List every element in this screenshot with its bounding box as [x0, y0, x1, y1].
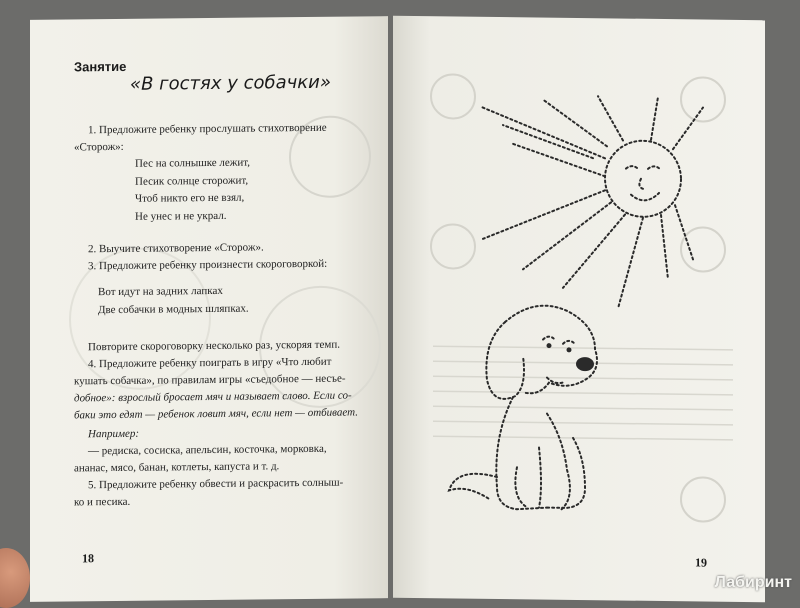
page-number-left: 18: [82, 551, 94, 566]
puppy-drawing: [393, 16, 765, 603]
item-5-line: ко и песика.: [74, 495, 131, 509]
item-4-line: баки это едят — ребенок ловит мяч, если нет — отбивает.: [74, 406, 358, 422]
example-line: — редиска, сосиска, апельсин, косточка, морковка,: [88, 442, 327, 458]
poem-line: Чтоб никто его не взял,: [135, 191, 245, 205]
item-4-line: кушать собачка», по правилам игры «съедобное — несъе-: [74, 372, 346, 388]
right-page: [393, 16, 765, 603]
poem-line: Песик солнце сторожит,: [135, 174, 249, 188]
tongue-twister-line: Вот идут на задних лапках: [98, 284, 223, 299]
item-2: 2. Выучите стихотворение «Сторож».: [88, 241, 264, 256]
page-number-right: 19: [695, 555, 707, 570]
repeat-instruction: Повторите скороговорку несколько раз, ускоряя темп.: [88, 338, 340, 354]
tongue-twister-line: Две собачки в модных шляпках.: [98, 302, 249, 317]
item-1-cont: «Сторож»:: [74, 140, 124, 154]
watermark-logo: Лабиринт: [714, 574, 792, 591]
example-line: ананас, мясо, банан, котлеты, капуста и т. д.: [74, 460, 280, 475]
lesson-label: Занятие: [74, 58, 127, 75]
thumb-holding-book: [0, 548, 30, 608]
page-title: «В гостях у собачки»: [130, 71, 331, 95]
item-1: 1. Предложите ребенку прослушать стихотворение: [88, 121, 327, 137]
item-4-line: 4. Предложите ребенку поиграть в игру «Что любит: [88, 355, 332, 371]
item-5-line: 5. Предложите ребенку обвести и раскрасить солныш-: [88, 476, 344, 492]
left-page: [30, 16, 388, 602]
item-3: 3. Предложите ребенку произнести скороговоркой:: [88, 257, 328, 273]
item-4-line: добное»: взрослый бросает мяч и называет слово. Если со-: [74, 389, 352, 405]
example-label: Например:: [88, 427, 140, 441]
poem-line: Пес на солнышке лежит,: [135, 156, 251, 170]
poem-line: Не унес и не украл.: [135, 209, 227, 223]
